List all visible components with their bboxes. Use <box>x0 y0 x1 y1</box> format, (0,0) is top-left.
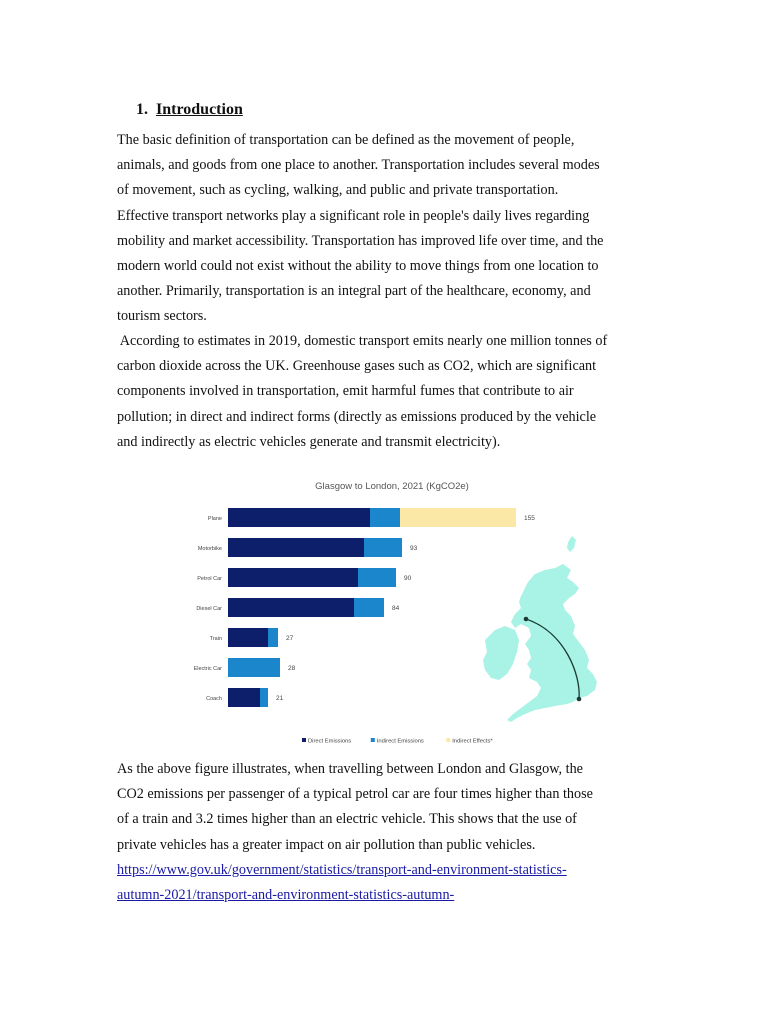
text-line: According to estimates in 2019, domestic transport emits nearly one million tonnes of <box>117 333 608 349</box>
paragraph-figure-discussion <box>117 757 677 908</box>
text-line: carbon dioxide across the UK. Greenhouse gases such as CO2, which are significant <box>117 358 597 375</box>
text-line: mobility and market accessibility. Transportation has improved life over time, and the <box>117 232 604 249</box>
legend-label: Direct Emissions <box>308 738 352 745</box>
category-label: Plane <box>207 516 222 522</box>
legend-swatch <box>302 738 306 742</box>
text-line: pollution; in direct and indirect forms (directly as emissions produced by the vehicle <box>117 408 597 425</box>
glasgow-marker <box>524 617 529 622</box>
source-link[interactable]: https://www.gov.uk/government/statistics/transport-and-environment-statistics- <box>117 861 567 878</box>
text-line: and indirectly as electric vehicles generate and transmit electricity). <box>117 433 501 450</box>
chart-title: Glasgow to London, 2021 (KgCO2e) <box>315 481 469 492</box>
category-label: Petrol Car <box>197 576 222 582</box>
text-line: private vehicles has a greater impact on air pollution than public vehicles. <box>117 836 536 853</box>
section-title: Introduction <box>156 101 243 118</box>
bar-segment <box>364 538 402 557</box>
text-line: tourism sectors. <box>117 308 207 325</box>
bar-group <box>194 508 536 707</box>
bar-segment <box>358 568 396 587</box>
bar-segment <box>370 508 400 527</box>
paragraph-emissions <box>117 329 677 455</box>
bar-segment <box>228 538 364 557</box>
bar-segment <box>260 688 268 707</box>
text-line: another. Primarily, transportation is an integral part of the healthcare, economy, and <box>117 283 591 300</box>
bar-segment <box>228 628 268 647</box>
legend-swatch <box>371 738 375 742</box>
shetland-shape <box>567 536 576 552</box>
bar-segment <box>354 598 384 617</box>
bar-total-label: 155 <box>524 515 535 522</box>
paragraph-intro <box>117 128 677 330</box>
legend-swatch <box>446 738 450 742</box>
text-line: Effective transport networks play a significant role in people's daily lives regarding <box>117 207 590 224</box>
bar-total-label: 28 <box>288 665 296 672</box>
text-line: of movement, such as cycling, walking, and public and private transportation. <box>117 182 559 199</box>
source-link[interactable]: autumn-2021/transport-and-environment-statistics-autumn- <box>117 887 455 904</box>
section-number: 1. <box>136 101 148 118</box>
text-line: As the above figure illustrates, when travelling between London and Glasgow, the <box>117 761 583 777</box>
emissions-figure <box>185 470 625 755</box>
text-line: animals, and goods from one place to another. Transportation includes several modes <box>117 157 600 174</box>
bar-total-label: 93 <box>410 545 418 552</box>
bar-segment <box>228 508 370 527</box>
bar-segment <box>400 508 516 527</box>
text-line: The basic definition of transportation can be defined as the movement of people, <box>117 132 575 148</box>
legend-label: Indirect Effects* <box>452 738 493 745</box>
legend-label: Indirect Emissions <box>376 738 424 745</box>
category-label: Coach <box>206 696 222 702</box>
category-label: Diesel Car <box>196 606 222 612</box>
bar-total-label: 27 <box>286 635 294 642</box>
bar-total-label: 21 <box>276 695 284 702</box>
bar-segment <box>228 658 280 677</box>
text-line: CO2 emissions per passenger of a typical petrol car are four times higher than those <box>117 786 593 803</box>
ireland-shape <box>483 626 519 680</box>
bar-total-label: 90 <box>404 575 412 582</box>
category-label: Train <box>209 636 222 642</box>
uk-map <box>483 536 597 722</box>
text-line: components involved in transportation, emit harmful fumes that contribute to air <box>117 383 574 400</box>
text-line: modern world could not exist without the ability to move things from one location to <box>117 258 599 275</box>
text-line: of a train and 3.2 times higher than an electric vehicle. This shows that the use of <box>117 811 577 828</box>
london-marker <box>577 697 582 702</box>
category-label: Motorbike <box>197 546 222 552</box>
chart-legend <box>302 738 493 745</box>
bar-segment <box>228 688 260 707</box>
category-label: Electric Car <box>193 666 222 672</box>
bar-segment <box>268 628 278 647</box>
bar-segment <box>228 568 358 587</box>
bar-total-label: 84 <box>392 605 400 612</box>
uk-map-shape <box>507 564 597 722</box>
bar-segment <box>228 598 354 617</box>
section-heading <box>136 101 243 119</box>
